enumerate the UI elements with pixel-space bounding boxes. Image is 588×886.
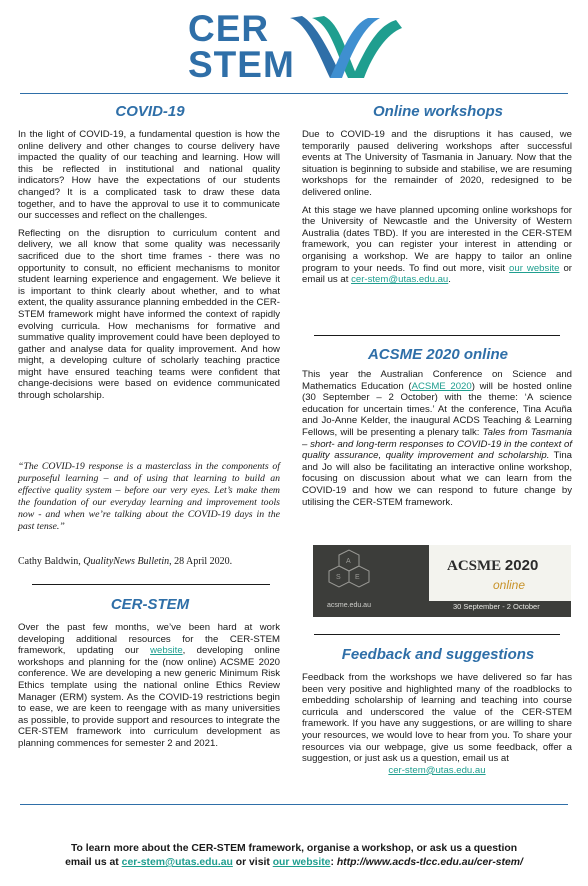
left-divider: [32, 584, 270, 585]
cerstem-heading: CER-STEM: [110, 596, 190, 613]
footer-line-1: To learn more about the CER-STEM framework, organise a workshop, or ask us a question: [70, 843, 518, 854]
feedback-body: [302, 672, 572, 776]
svg-text:A: A: [346, 558, 351, 565]
right-divider-1: [314, 335, 560, 336]
footer-email-link[interactable]: cer-stem@utas.edu.au: [121, 857, 233, 868]
footer-line-2: [20, 856, 568, 870]
covid-citation: [18, 556, 280, 567]
logo-text-cer: CER: [188, 8, 270, 49]
banner-acsme: ACSME: [447, 558, 502, 574]
logo: [186, 8, 406, 90]
covid-paragraph-2: Reflecting on the disruption to curriculum content and delivery, we all know that some quality was necessarily sacrificed due to the short time frames - there was no opportunity to consult, no efficient mechanisms to monitor student learning experience and engagement. We believe it is important to think clearly about whether, and to what extent, the quality assurance planning embedded in the CER-STEM framework might have informed the context of rapidly evolving curricula. How mechanisms for formative and summative quality improvement could have been deployed to gather and analyse data for quality improvement. And how might, a developing culture of scholarly teaching practice might have ensured teaching teams were confident that change-decisions were based on evidence communicated through scholarship.: [18, 227, 280, 402]
cerstem-text-2: , developing online workshops and planning for the (now online) ACSME 2020 conference. We are developing a new generic Minimum Risk Ethics template using the national online Ethics Review Manager (ERM) system. As the COVID-19 restrictions begin to ease, we are keen to reengage with as many universities as possible, to provide support and resources to integrate the CER-STEM framework into curriculum development as planning commences for semester 2 and 2021.: [18, 645, 280, 749]
covid-heading: COVID-19: [115, 103, 185, 120]
citation-publication: QualityNews Bulletin: [83, 556, 170, 567]
citation-name: Cathy Baldwin,: [18, 556, 84, 567]
top-rule: [20, 93, 568, 94]
online-website-link[interactable]: our website: [509, 262, 560, 274]
feedback-email-link[interactable]: cer-stem@utas.edu.au: [388, 764, 486, 776]
acsme-text-1: This year the Australian Conference on Science and Mathematics Education (: [302, 369, 572, 392]
online-text-a: At this stage we have planned upcoming online workshops for the University of Newcastle and the University of Western Australia (dates TBD). If you are interested in the CER-STEM framework, you can register your interest in attending or organising a workshop. We are happy to tailor an online program to your needs. To find out more, visit: [302, 204, 572, 274]
footer: [20, 842, 568, 870]
footer-website-link[interactable]: our website: [272, 857, 331, 868]
footer-text-1: email us at: [65, 857, 122, 868]
banner-title-panel: [429, 545, 571, 601]
citation-date: , 28 April 2020.: [169, 556, 233, 567]
feedback-heading: Feedback and suggestions: [341, 646, 535, 663]
cerstem-body: [18, 622, 280, 750]
acsme-link[interactable]: ACSME 2020: [411, 380, 472, 392]
covid-body: [18, 129, 280, 408]
covid-paragraph-1: In the light of COVID-19, a fundamental question is how the online delivery and other changes to course delivery have impacted the quality of our teaching and learning. How will this be reflected in institutional and national quality indicators? How have the expectations of our students changed? It is a complicated task to draw these data together, and to have the approval to use it to communicate our successes and reflect on the challenges.: [18, 129, 280, 222]
banner-year: 2020: [504, 557, 539, 574]
feedback-text: Feedback from the workshops we have delivered so far has been very positive and highlighted many of the roadblocks to embedding scholarship of learning and teaching into course curricula and underscored the value of the CER-STEM framework. If you have any suggestions, or are willing to share your resources, we would love to hear from you. To share your resources via our webpage, give us some feedback, offer a suggestion, or just ask us a question, email us at: [302, 672, 572, 765]
acsme-body: [302, 369, 572, 508]
covid-quote: “The COVID-19 response is a masterclass in the components of purposeful learning – and of using that learning to build an effective quality system – before our very eyes. Let’s make them the foundation of our everyday learning and improvement tools now - and when we’re talking about the COVID-19 days in the past tense.”: [18, 461, 280, 532]
banner-dates: 30 September - 2 October: [453, 602, 540, 611]
online-body: [302, 129, 572, 292]
svg-text:S: S: [336, 574, 341, 581]
banner-subtitle: online: [493, 578, 526, 592]
acsme-text-3: Tina and Jo will also be facilitating an interactive online workshop, focusing on discussion about what we can learn from the COVID-19 and how we can respond to future change by utilising the CER-STEM framework.: [302, 450, 572, 508]
banner-title: [447, 557, 538, 575]
logo-ribbon-icon: [286, 12, 404, 84]
online-text-b: or email us at: [302, 262, 572, 286]
banner-url: acsme.edu.au: [327, 602, 371, 609]
logo-text-stem: STEM: [188, 44, 295, 85]
feedback-email-row: [302, 765, 572, 777]
acsme-banner[interactable]: [313, 545, 571, 617]
footer-text-2: or visit: [232, 857, 273, 868]
cerstem-website-link[interactable]: website: [150, 645, 183, 657]
bottom-rule: [20, 804, 568, 805]
online-text-c: .: [448, 274, 451, 286]
molecule-icon: [319, 549, 389, 599]
online-paragraph-1: Due to COVID-19 and the disruptions it has caused, we temporarily paused delivering workshops after successful events at The University of Tasmania in January. Now that the situation is beginning to subside and stabilise, we are resuming workshops for the remainder of 2020, redesigned to be delivered online.: [302, 129, 572, 198]
online-email-link[interactable]: cer-stem@utas.edu.au: [351, 274, 449, 286]
acsme-text-2: ) will be hosted online (30 September – 2 October) with the theme: ‘A science education for uncertain times.’ At the conference, Tina Acuña and Jo-Anne Kelder, the inaugural ACDS Teaching & Learning Fellows, will be presenting a plenary talk:: [302, 380, 573, 438]
online-paragraph-2: [302, 205, 572, 286]
right-divider-2: [314, 634, 560, 635]
footer-text-3: :: [330, 857, 337, 868]
footer-url: http://www.acds-tlcc.edu.au/cer-stem/: [336, 857, 523, 868]
cerstem-text-1: Over the past few months, we’ve been hard at work developing additional resources for the CER-STEM framework, updating our: [18, 622, 280, 657]
online-heading: Online workshops: [372, 103, 504, 120]
acsme-heading: ACSME 2020 online: [367, 346, 509, 363]
svg-text:E: E: [355, 574, 360, 581]
acsme-talk-title: Tales from Tasmania – short- and long-term responses to COVID-19 in the context of quality assurance, quality improvement and scholarship.: [302, 426, 572, 462]
